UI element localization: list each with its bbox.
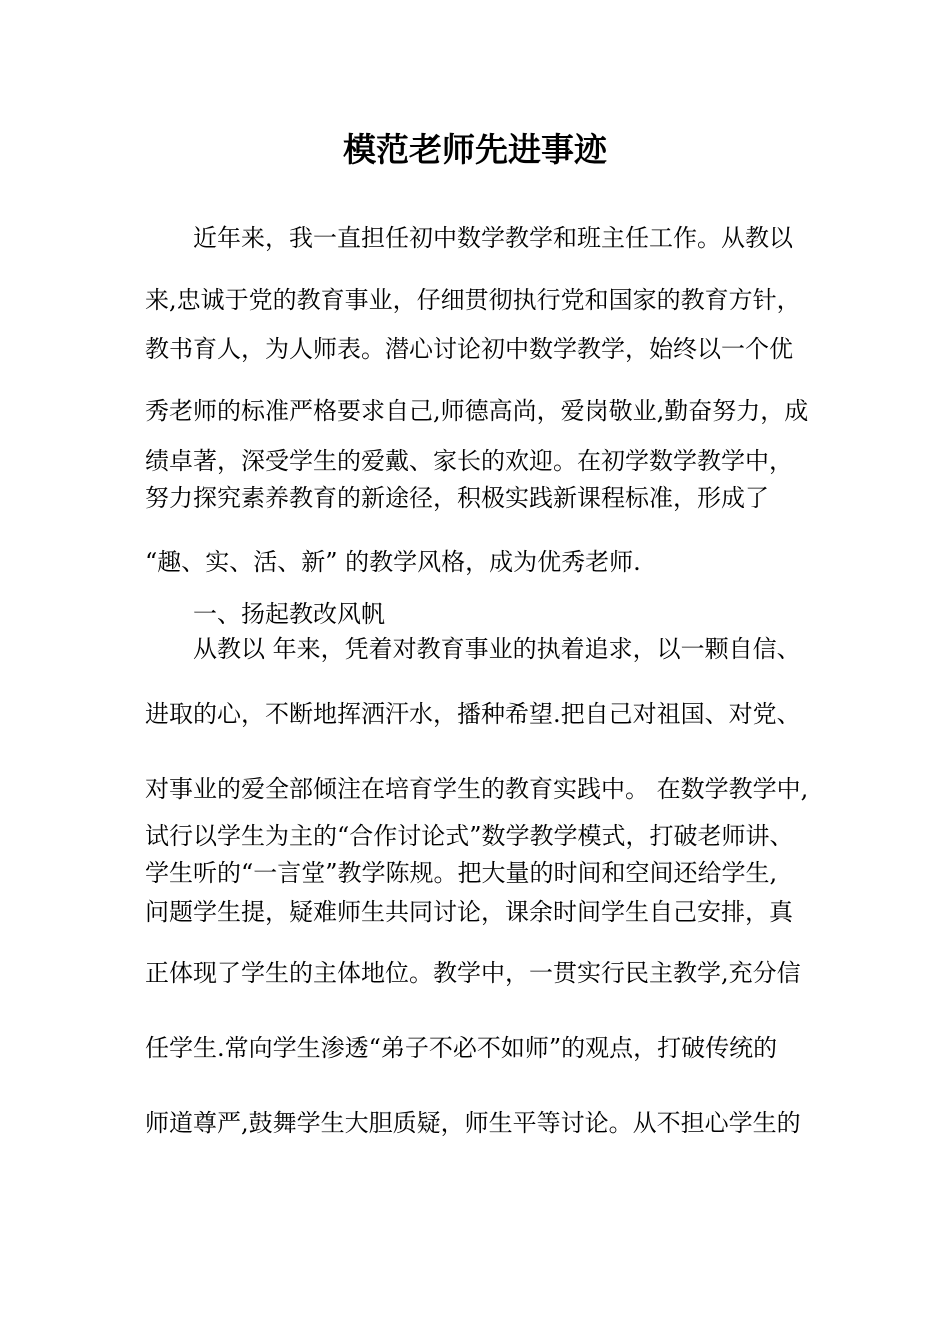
paragraph-line: 来,忠诚于党的教育事业，仔细贯彻执行党和国家的教育方针， <box>145 286 801 314</box>
paragraph-line: 进取的心，不断地挥洒汗水，播种希望.把自己对祖国、对党、 <box>145 700 801 728</box>
paragraph-line: 绩卓著，深受学生的爱戴、家长的欢迎。在初学数学教学中， <box>145 447 793 475</box>
section-heading: 一、扬起教改风帆 <box>193 600 385 628</box>
paragraph-line: 教书育人，为人师表。潜心讨论初中数学教学，始终以一个优 <box>145 335 793 363</box>
document-title: 模范老师先进事迹 <box>343 130 607 169</box>
paragraph-line: 秀老师的标准严格要求自己,师德高尚，爱岗敬业,勤奋努力，成 <box>145 397 809 425</box>
paragraph-line: “趣、实、活、新” 的教学风格，成为优秀老师. <box>145 548 641 576</box>
paragraph-line: 从教以 年来，凭着对教育事业的执着追求，以一颗自信、 <box>193 635 801 663</box>
paragraph-line: 对事业的爱全部倾注在培育学生的教育实践中。 在数学教学中, <box>145 775 809 803</box>
paragraph-line: 近年来，我一直担任初中数学教学和班主任工作。从教以 <box>193 224 793 252</box>
paragraph-line: 试行以学生为主的“合作讨论式”数学教学模式，打破老师讲、 <box>145 822 794 850</box>
paragraph-line: 学生听的“一言堂”教学陈规。把大量的时间和空间还给学生, <box>145 859 778 887</box>
paragraph-line: 任学生.常向学生渗透“弟子不必不如师”的观点，打破传统的 <box>145 1034 778 1062</box>
paragraph-line: 正体现了学生的主体地位。教学中，一贯实行民主教学,充分信 <box>145 959 801 987</box>
paragraph-line: 努力探究素养教育的新途径，积极实践新课程标准，形成了 <box>145 484 769 512</box>
paragraph-line: 问题学生提，疑难师生共同讨论，课余时间学生自己安排，真 <box>145 898 793 926</box>
paragraph-line: 师道尊严,鼓舞学生大胆质疑，师生平等讨论。从不担心学生的 <box>145 1109 801 1137</box>
